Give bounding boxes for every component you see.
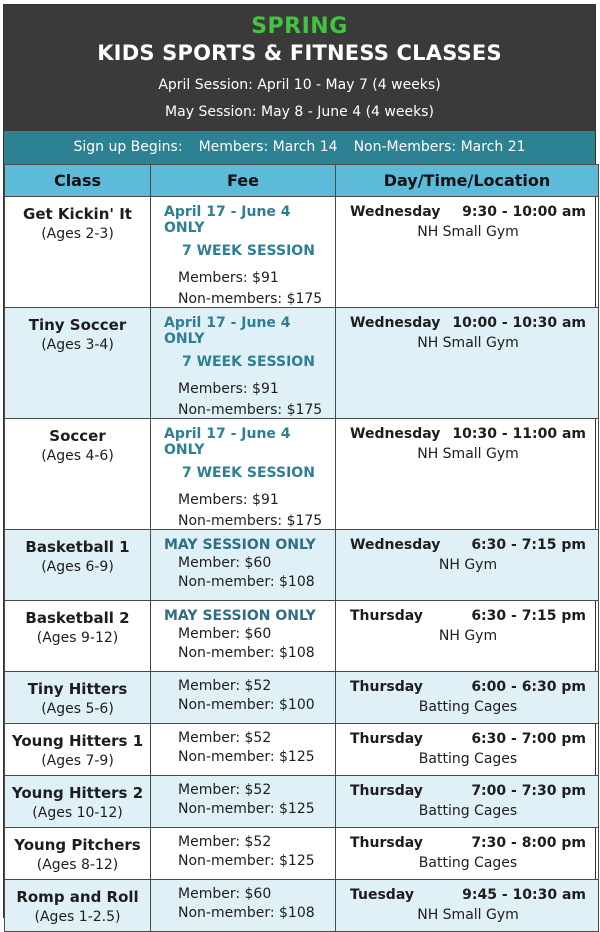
fee-cell — [151, 308, 336, 419]
fee-session: 7 WEEK SESSION — [182, 354, 315, 370]
fee-cell — [151, 197, 336, 308]
table-row — [5, 776, 599, 828]
class-table — [4, 164, 599, 932]
nonmember-fee: Non-members: $175 — [178, 402, 323, 418]
schedule-cell — [336, 601, 599, 672]
class-location: NH Small Gym — [417, 907, 519, 923]
member-fee: Member: $52 — [178, 678, 272, 694]
schedule-cell — [336, 880, 599, 932]
class-ages: (Ages 3-4) — [41, 337, 114, 353]
class-time: 10:30 - 11:00 am — [452, 426, 586, 442]
column-header-fee: Fee — [151, 165, 336, 197]
class-ages: (Ages 1-2.5) — [34, 909, 121, 925]
nonmember-fee: Non-member: $125 — [178, 853, 315, 869]
fee-dates: April 17 - June 4 ONLY — [164, 426, 291, 458]
fee-session-note: MAY SESSION ONLY — [164, 537, 316, 553]
class-ages: (Ages 5-6) — [41, 701, 114, 717]
fee-cell — [151, 776, 336, 828]
class-name: Basketball 2 — [25, 609, 130, 627]
schedule-cell — [336, 724, 599, 776]
class-cell — [5, 724, 151, 776]
fee-cell — [151, 530, 336, 601]
class-day: Thursday — [350, 731, 423, 747]
class-day: Wednesday — [350, 315, 441, 331]
class-cell — [5, 530, 151, 601]
class-location: Batting Cages — [418, 699, 518, 715]
class-name: Get Kickin' It — [23, 205, 132, 223]
class-cell — [5, 197, 151, 308]
fee-session-note: MAY SESSION ONLY — [164, 608, 316, 624]
class-cell — [5, 601, 151, 672]
nonmember-fee: Non-member: $125 — [178, 801, 315, 817]
class-name: Tiny Hitters — [27, 680, 128, 698]
class-day: Thursday — [350, 783, 423, 799]
signup-nonmembers-date: Non-Members: March 21 — [353, 139, 526, 155]
nonmember-fee: Non-members: $175 — [178, 513, 323, 529]
fee-cell — [151, 828, 336, 880]
class-ages: (Ages 2-3) — [41, 226, 114, 242]
nonmember-fee: Non-member: $108 — [178, 574, 315, 590]
schedule-cell — [336, 308, 599, 419]
class-cell — [5, 828, 151, 880]
class-cell — [5, 776, 151, 828]
fee-session: 7 WEEK SESSION — [182, 465, 315, 481]
class-time: 7:30 - 8:00 pm — [471, 835, 586, 851]
class-day: Wednesday — [350, 426, 441, 442]
table-row — [5, 828, 599, 880]
class-name: Young Hitters 1 — [11, 732, 144, 750]
member-fee: Member: $60 — [178, 555, 272, 571]
class-name: Young Pitchers — [14, 836, 141, 854]
schedule-cell — [336, 776, 599, 828]
nonmember-fee: Non-member: $108 — [178, 905, 315, 921]
class-day: Thursday — [350, 679, 423, 695]
season-title: SPRING — [251, 14, 348, 39]
fee-cell — [151, 724, 336, 776]
class-location: NH Gym — [438, 557, 498, 573]
column-header-day-time-location: Day/Time/Location — [336, 165, 599, 197]
class-day: Thursday — [350, 835, 423, 851]
class-day: Wednesday — [350, 204, 441, 220]
nonmember-fee: Non-member: $100 — [178, 697, 315, 713]
may-session-dates: May Session: May 8 - June 4 (4 weeks) — [165, 104, 434, 120]
table-row — [5, 724, 599, 776]
fee-cell — [151, 419, 336, 530]
class-ages: (Ages 4-6) — [41, 448, 114, 464]
class-time: 7:00 - 7:30 pm — [471, 783, 586, 799]
class-name: Soccer — [49, 427, 106, 445]
class-ages: (Ages 6-9) — [41, 559, 114, 575]
class-location: NH Small Gym — [417, 446, 519, 462]
class-day: Thursday — [350, 608, 423, 624]
fee-cell — [151, 672, 336, 724]
class-ages: (Ages 9-12) — [36, 630, 119, 646]
class-location: Batting Cages — [418, 855, 518, 871]
nonmember-fee: Non-member: $125 — [178, 749, 315, 765]
class-ages: (Ages 10-12) — [32, 805, 123, 821]
april-session-dates: April Session: April 10 - May 7 (4 weeks) — [158, 77, 441, 93]
class-time: 6:30 - 7:15 pm — [471, 537, 586, 553]
table-row — [5, 419, 599, 530]
signup-banner — [4, 131, 595, 164]
table-row — [5, 197, 599, 308]
nonmember-fee: Non-member: $108 — [178, 645, 315, 661]
schedule-cell — [336, 828, 599, 880]
member-fee: Member: $52 — [178, 730, 272, 746]
class-time: 6:00 - 6:30 pm — [471, 679, 586, 695]
fee-cell — [151, 601, 336, 672]
flyer-header — [4, 5, 595, 131]
column-header-class: Class — [5, 165, 151, 197]
class-location: NH Small Gym — [417, 335, 519, 351]
schedule-cell — [336, 530, 599, 601]
table-row — [5, 530, 599, 601]
fee-cell — [151, 880, 336, 932]
class-ages: (Ages 8-12) — [36, 857, 119, 873]
class-name: Tiny Soccer — [28, 316, 127, 334]
class-time: 9:30 - 10:00 am — [462, 204, 586, 220]
table-row — [5, 601, 599, 672]
class-cell — [5, 880, 151, 932]
schedule-cell — [336, 197, 599, 308]
table-row — [5, 880, 599, 932]
class-cell — [5, 308, 151, 419]
class-location: NH Small Gym — [417, 224, 519, 240]
nonmember-fee: Non-members: $175 — [178, 291, 323, 307]
class-location: Batting Cages — [418, 751, 518, 767]
member-fee: Members: $91 — [178, 381, 279, 397]
class-cell — [5, 672, 151, 724]
signup-label: Sign up Begins: — [73, 139, 183, 155]
member-fee: Member: $60 — [178, 626, 272, 642]
fee-session: 7 WEEK SESSION — [182, 243, 315, 259]
schedule-cell — [336, 672, 599, 724]
class-schedule-flyer — [3, 4, 596, 925]
table-row — [5, 308, 599, 419]
table-row — [5, 672, 599, 724]
class-name: Basketball 1 — [25, 538, 130, 556]
fee-dates: April 17 - June 4 ONLY — [164, 204, 291, 236]
class-time: 9:45 - 10:30 am — [462, 887, 586, 903]
flyer-title: KIDS SPORTS & FITNESS CLASSES — [97, 41, 502, 65]
class-time: 6:30 - 7:15 pm — [471, 608, 586, 624]
class-time: 10:00 - 10:30 am — [452, 315, 586, 331]
class-name: Young Hitters 2 — [11, 784, 144, 802]
class-location: Batting Cages — [418, 803, 518, 819]
member-fee: Members: $91 — [178, 492, 279, 508]
member-fee: Member: $60 — [178, 886, 272, 902]
class-cell — [5, 419, 151, 530]
signup-members-date: Members: March 14 — [198, 139, 338, 155]
member-fee: Members: $91 — [178, 270, 279, 286]
class-name: Romp and Roll — [16, 888, 139, 906]
class-day: Wednesday — [350, 537, 441, 553]
class-day: Tuesday — [350, 887, 414, 903]
member-fee: Member: $52 — [178, 834, 272, 850]
fee-dates: April 17 - June 4 ONLY — [164, 315, 291, 347]
class-ages: (Ages 7-9) — [41, 753, 114, 769]
table-header-row — [5, 165, 599, 197]
class-time: 6:30 - 7:00 pm — [471, 731, 586, 747]
member-fee: Member: $52 — [178, 782, 272, 798]
class-location: NH Gym — [438, 628, 498, 644]
schedule-cell — [336, 419, 599, 530]
